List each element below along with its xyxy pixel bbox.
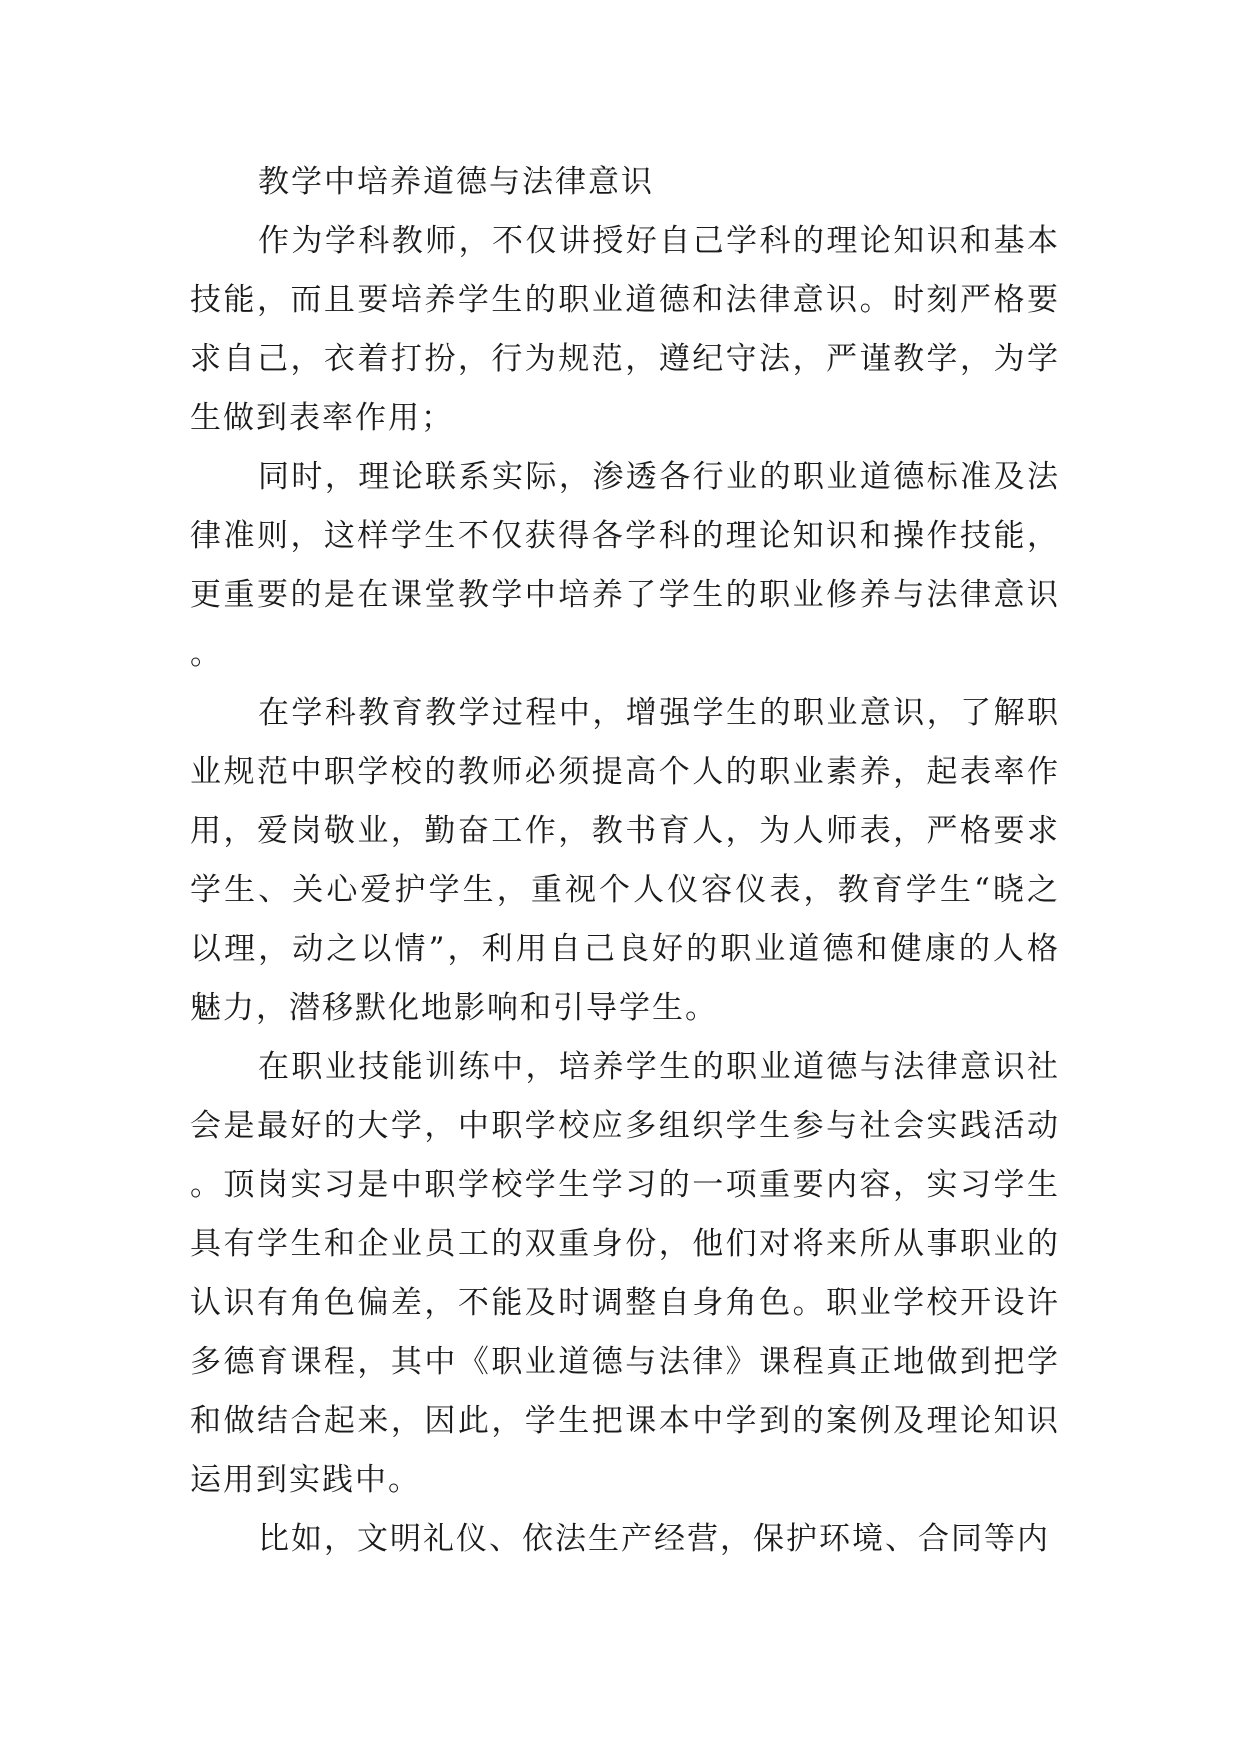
paragraph-5: 比如，文明礼仪、依法生产经营，保护环境、合同等内 [258, 1521, 1050, 1557]
document-title: 教学中培养道德与法律意识 [258, 164, 654, 200]
paragraph-2: 同时，理论联系实际，渗透各行业的职业道德标准及法律准则，这样学生不仅获得各学科的理论知识和操作技能，更重要的是在课堂教学中培养了学生的职业修养与法律意识。 [190, 459, 1060, 672]
paragraph-1: 作为学科教师，不仅讲授好自己学科的理论知识和基本技能，而且要培养学生的职业道德和法律意识。时刻严格要求自己，衣着打扮，行为规范，遵纪守法，严谨教学，为学生做到表率作用； [190, 223, 1060, 436]
paragraph-3: 在学科教育教学过程中，增强学生的职业意识，了解职业规范中职学校的教师必须提高个人的职业素养，起表率作用，爱岗敬业，勤奋工作，教书育人，为人师表，严格要求学生、关心爱护学生，重视个人仪容仪表，教育学生“晓之以理，动之以情”，利用自己良好的职业道德和健康的人格魅力，潜移默化地影响和引导学生。 [190, 695, 1060, 1026]
document-body [190, 153, 1060, 1569]
paragraph-4: 在职业技能训练中，培养学生的职业道德与法律意识社会是最好的大学，中职学校应多组织学生参与社会实践活动。顶岗实习是中职学校学生学习的一项重要内容，实习学生具有学生和企业员工的双重身份，他们对将来所从事职业的认识有角色偏差，不能及时调整自身角色。职业学校开设许多德育课程，其中《职业道德与法律》课程真正地做到把学和做结合起来，因此，学生把课本中学到的案例及理论知识运用到实践中。 [190, 1049, 1060, 1498]
